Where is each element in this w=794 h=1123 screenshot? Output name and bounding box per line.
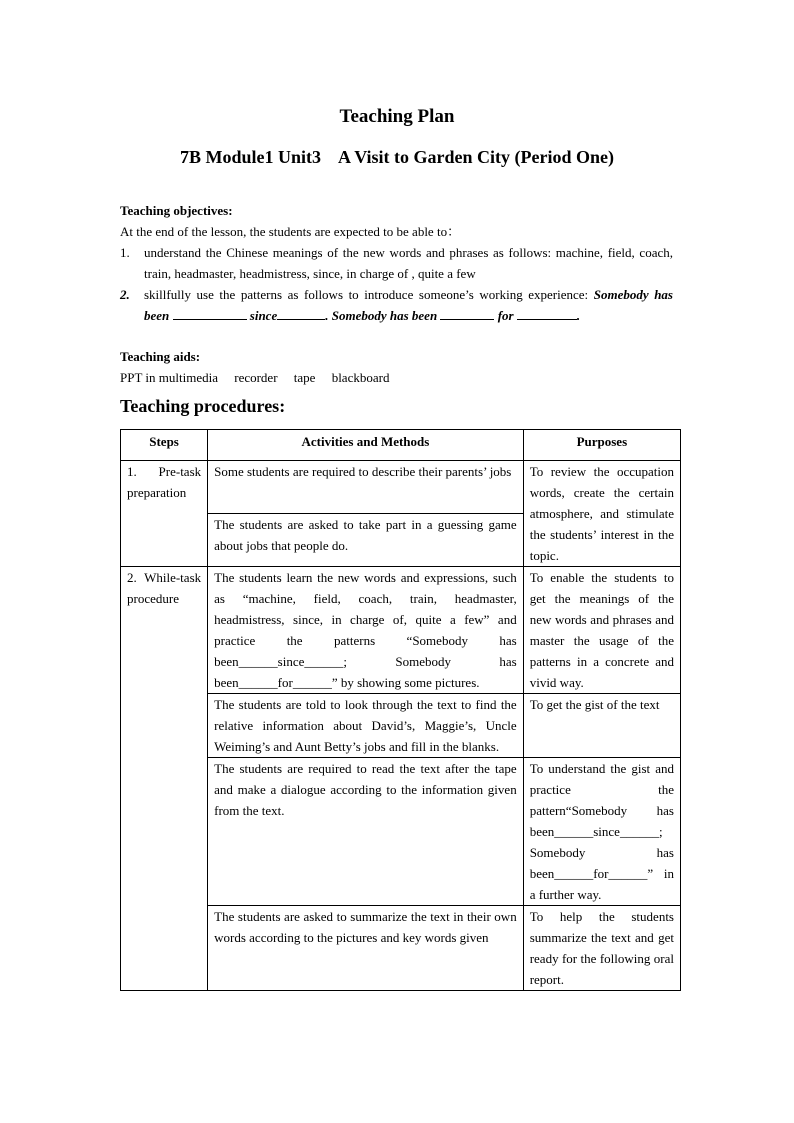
header-purposes: Purposes xyxy=(523,430,680,461)
aids-heading: Teaching aids: xyxy=(120,349,201,364)
table-row xyxy=(121,567,681,694)
pattern-a-start: Somebody has been xyxy=(144,287,673,323)
purpose-cell: To enable the students to get the meanings of the new words and phrases and master the usage of the patterns in a concrete and vivid way. xyxy=(523,567,680,694)
table-header-row xyxy=(121,430,681,461)
objectives-intro: At the end of the lesson, the students are expected to be able to： xyxy=(120,224,461,239)
activity-cell: Some students are required to describe their parents’ jobs xyxy=(208,461,524,514)
activity-cell: The students are asked to summarize the text in their own words according to the pictures and key words given xyxy=(208,906,524,991)
objectives-heading: Teaching objectives: xyxy=(120,203,233,218)
procedures-heading: Teaching procedures: xyxy=(120,396,286,416)
objective-2-intro: skillfully use the patterns as follows to introduce someone’s working experience: xyxy=(144,287,594,302)
table-row xyxy=(121,461,681,514)
step-cell-pre-task: 1. Pre-task preparation xyxy=(121,461,208,567)
purpose-cell: To review the occupation words, create the certain atmosphere, and stimulate the students’ interest in the topic. xyxy=(523,461,680,567)
activity-cell: The students learn the new words and expressions, such as “machine, field, coach, train, headmaster, headmistress, since, in charge of, quite a few” and practice the patterns “Somebody has been______since______; Somebody has been______for______” by showing some pictures. xyxy=(208,567,524,694)
activity-cell: The students are required to read the text after the tape and make a dialogue according to the information given from the text. xyxy=(208,758,524,906)
pattern-b-start: . Somebody has been xyxy=(325,308,438,323)
blank-4 xyxy=(517,307,577,320)
objective-number-2: 2. xyxy=(120,287,130,302)
document-title: Teaching Plan xyxy=(339,106,455,127)
step-cell-while-task: 2. While-task procedure xyxy=(121,567,208,991)
purpose-cell: To get the gist of the text xyxy=(523,694,680,758)
blank-2 xyxy=(277,307,325,320)
purpose-cell: To understand the gist and practice the pattern“Somebody has been______since______; Somebody has been______for______” in a further way. xyxy=(523,758,680,906)
objective-text-1: understand the Chinese meanings of the new words and phrases as follows: machine, field, coach, train, headmaster, headmistress, since, in charge of , quite a few xyxy=(144,245,673,281)
procedures-table xyxy=(120,429,681,991)
pattern-a-mid: since xyxy=(249,308,278,323)
purpose-cell: To help the students summarize the text and get ready for the following oral report. xyxy=(523,906,680,991)
header-steps: Steps xyxy=(121,430,208,461)
pattern-end: . xyxy=(576,308,581,323)
header-activities: Activities and Methods xyxy=(208,430,524,461)
activity-cell: The students are told to look through the text to find the relative information about David’s, Maggie’s, Uncle Weiming’s and Aunt Betty’s jobs and fill in the blanks. xyxy=(208,694,524,758)
pattern-b-mid: for xyxy=(497,308,514,323)
activity-cell: The students are asked to take part in a guessing game about jobs that people do. xyxy=(208,514,524,567)
aids-list: PPT in multimedia recorder tape blackboard xyxy=(120,370,390,385)
objective-number-1: 1. xyxy=(120,245,130,260)
blank-1 xyxy=(173,307,247,320)
objective-text-2 xyxy=(144,284,673,326)
blank-3 xyxy=(440,307,494,320)
document-subtitle: 7B Module1 Unit3 A Visit to Garden City (Period One) xyxy=(180,147,614,167)
